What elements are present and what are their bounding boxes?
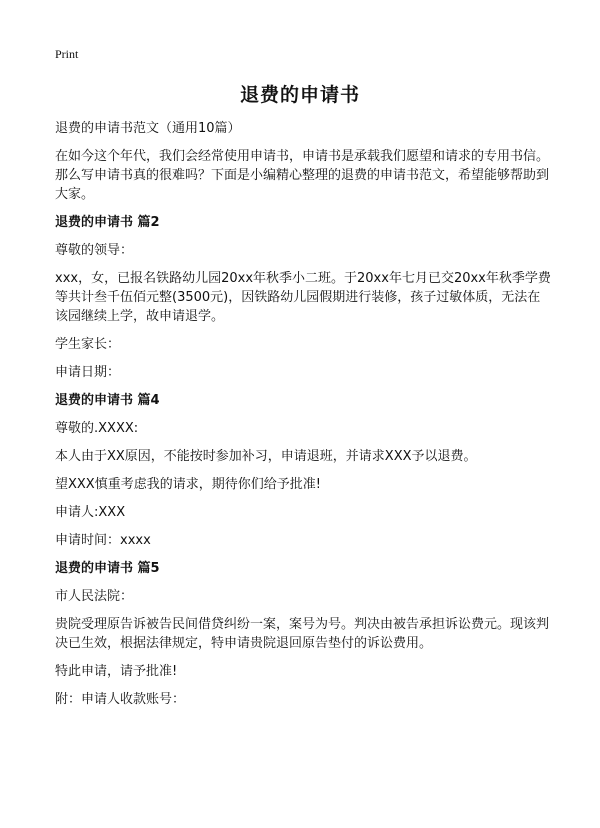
- section-4-date: 申请时间：xxxx: [55, 533, 151, 548]
- section-4-signer: 申请人:XXX: [55, 505, 126, 520]
- section-2-body: xxx，女，已报名铁路幼儿园20xx年秋季小二班。于20xx年七月已交20xx年秋季学费等共计叁千伍佰元整(3500元)，因铁路幼儿园假期进行装修，孩子过敏体质，无法在该园继续上学，故申请退学。: [55, 271, 551, 324]
- section-2-greeting: 尊敬的领导：: [55, 243, 134, 258]
- intro-subtitle: 退费的申请书范文（通用10篇）: [55, 121, 241, 136]
- section-5-closing: 特此申请，请予批准!: [55, 664, 178, 679]
- section-4-body: 本人由于XX原因，不能按时参加补习，申请退班，并请求XXX予以退费。: [55, 449, 477, 464]
- section-4-request: 望XXX慎重考虑我的请求，期待你们给予批准!: [55, 477, 321, 492]
- intro-paragraph: 在如今这个年代，我们会经常使用申请书，申请书是承载我们愿望和请求的专用书信。那么写申请书真的很难吗？下面是小编精心整理的退费的申请书范文，希望能够帮助到大家。: [55, 149, 550, 202]
- section-5-body: 贵院受理原告诉被告民间借贷纠纷一案，案号为号。判决由被告承担诉讼费元。现该判决已生效，根据法律规定，特申请贵院退回原告垫付的诉讼费用。: [55, 617, 550, 651]
- document-body: [55, 119, 551, 718]
- section-2-date: 申请日期：: [55, 365, 121, 380]
- section-5-greeting: 市人民法院：: [55, 589, 134, 604]
- document-title: 退费的申请书: [239, 84, 360, 106]
- section-heading-4: 退费的申请书 篇4: [55, 393, 160, 408]
- print-label: Print: [55, 47, 79, 61]
- section-2-signer: 学生家长：: [55, 337, 121, 352]
- section-heading-5: 退费的申请书 篇5: [55, 561, 160, 576]
- section-4-greeting: 尊敬的.XXXX:: [55, 421, 139, 436]
- section-heading-2: 退费的申请书 篇2: [55, 215, 160, 230]
- section-5-attachment: 附：申请人收款账号：: [55, 692, 186, 707]
